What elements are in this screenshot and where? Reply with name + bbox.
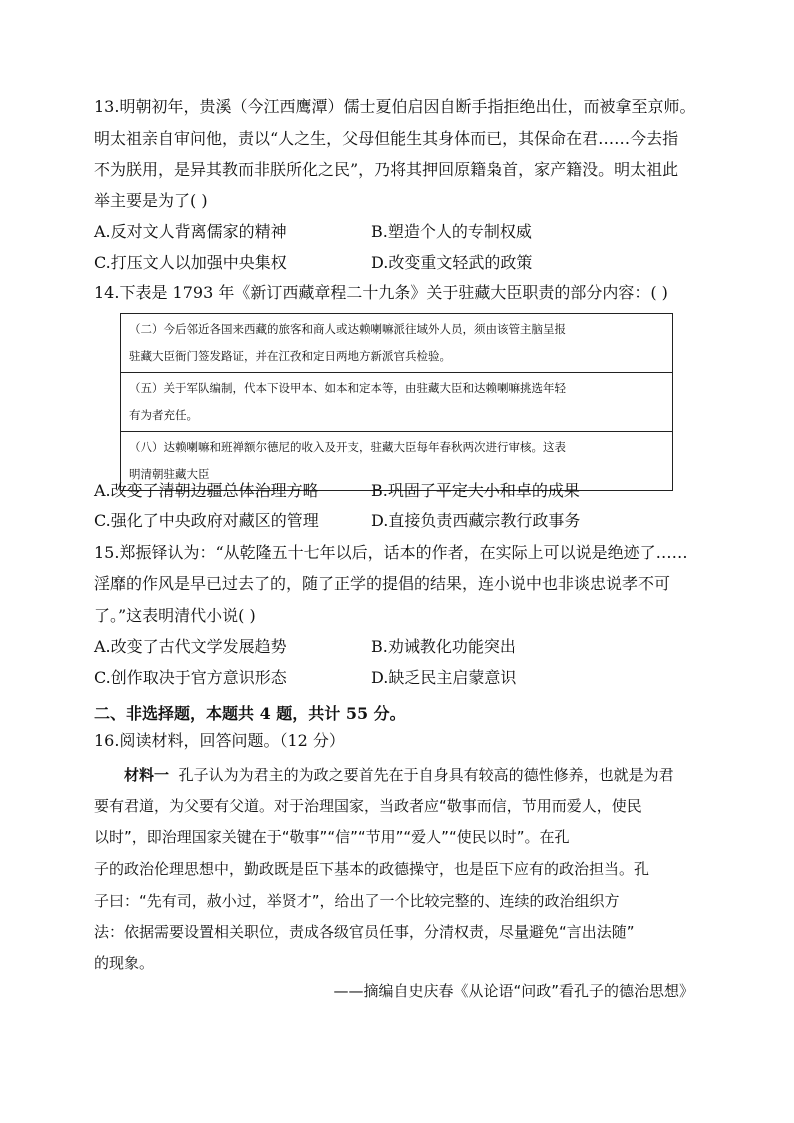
table-cell [121, 314, 673, 373]
material-source: ——摘编自史庆春《从论语“问政”看孔子的德治思想》 [333, 982, 694, 1000]
material-line-7: 的现象。 [94, 954, 155, 972]
q14-option-d: D.直接负责西藏宗教行政事务 [371, 511, 581, 530]
q15-line-3: 了。”这表明清代小说( ) [94, 606, 256, 625]
q15-option-d: D.缺乏民主启蒙意识 [371, 668, 517, 687]
q14-option-c: C.强化了中央政府对藏区的管理 [94, 511, 319, 530]
q14-option-b: B.巩固了平定大小和卓的成果 [371, 481, 580, 500]
cell-line: （五）关于军队编制，代本下设甲本、如本和定本等，由驻藏大臣和达赖喇嘛挑选年轻 [129, 381, 566, 395]
q13-line-2: 明太祖亲自审问他，责以“人之生，父母但能生其身体而已，其保命在君……今去指 [94, 129, 679, 148]
material-line-3: 以时”，即治理国家关键在于“敬事”“信”“节用”“爱人”“使民以时”。在孔 [94, 828, 570, 846]
material-line-6: 法：依据需要设置相关职位，责成各级官员任事，分清权责，尽量避免“言出法随” [94, 923, 635, 941]
q15-option-b: B.劝诫教化功能突出 [371, 637, 516, 656]
table-row [121, 373, 673, 432]
q16-stem: 16.阅读材料，回答问题。（12 分） [94, 731, 345, 750]
q15-option-a: A.改变了古代文学发展趋势 [94, 637, 287, 656]
material-line-5: 子曰：“先有司，赦小过，举贤才”，给出了一个比较完整的、连续的政治组织方 [94, 892, 620, 910]
q13-option-d: D.改变重文轻武的政策 [371, 253, 533, 272]
table-cell [121, 373, 673, 432]
q14-option-a: A.改变了清朝边疆总体治理方略 [94, 481, 319, 500]
material-line-2: 要有君道，为父要有父道。对于治理国家，当政者应“敬事而信，节用而爱人，使民 [94, 797, 642, 815]
material-label: 材料一 [124, 766, 170, 784]
q15-line-1: 15.郑振铎认为：“从乾隆五十七年以后，话本的作者，在实际上可以说是绝迹了…… [94, 543, 688, 562]
q13-option-b: B.塑造个人的专制权威 [371, 222, 532, 241]
q13-option-c: C.打压文人以加强中央集权 [94, 253, 287, 272]
material-text: 孔子认为为君主的为政之要首先在于自身具有较高的德性修养，也就是为君 [178, 766, 674, 784]
section-heading: 二、非选择题，本题共 4 题，共计 55 分。 [94, 704, 406, 723]
cell-line: （八）达赖喇嘛和班禅额尔德尼的收入及开支，驻藏大臣每年春秋两次进行审核。这表 [129, 440, 566, 454]
material-line-4: 子的政治伦理思想中，勤政既是臣下基本的政德操守，也是臣下应有的政治担当。孔 [94, 860, 650, 878]
q14-stem: 14.下表是 1793 年《新订西藏章程二十九条》关于驻藏大臣职责的部分内容：( ) [94, 283, 668, 302]
q13-option-a: A.反对文人背离儒家的精神 [94, 222, 287, 241]
cell-line: 有为者充任。 [129, 408, 198, 422]
q15-line-2: 淫靡的作风是早已过去了的，随了正学的提倡的结果，连小说中也非谈忠说孝不可 [94, 574, 671, 593]
q13-line-3: 不为朕用，是异其教而非朕所化之民”，乃将其押回原籍枭首，家产籍没。明太祖此 [94, 160, 679, 179]
q15-option-c: C.创作取决于官方意识形态 [94, 668, 287, 687]
cell-line: 明清朝驻藏大臣 [129, 467, 210, 481]
q13-line-1: 13.明朝初年，贵溪（今江西鹰潭）儒士夏伯启因自断手指拒绝出仕，而被拿至京师。 [94, 97, 696, 116]
table-row [121, 314, 673, 373]
cell-line: 驻藏大臣衙门签发路证，并在江孜和定日两地方新派官兵检验。 [129, 349, 451, 363]
q13-line-4: 举主要是为了( ) [94, 191, 208, 210]
material-line-1 [94, 761, 694, 789]
q14-table [120, 313, 673, 491]
cell-line: （二）今后邻近各国来西藏的旅客和商人或达赖喇嘛派往域外人员，须由该管主脑呈报 [129, 322, 566, 336]
